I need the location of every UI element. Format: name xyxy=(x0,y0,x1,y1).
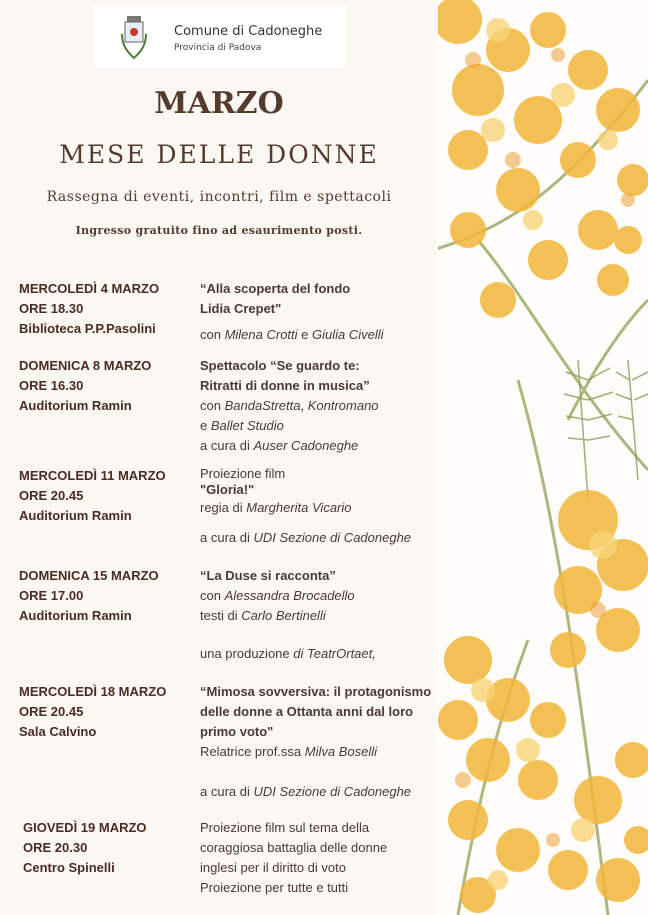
header-subtitle: MESE DELLE DONNE xyxy=(59,140,379,169)
event-venue: Sala Calvino xyxy=(19,724,97,739)
event-title-end: primo voto" xyxy=(200,724,274,739)
event-day: GIOVEDÌ 19 MARZO xyxy=(23,820,147,835)
event-venue: Auditorium Ramin xyxy=(19,508,132,523)
crest-icon xyxy=(120,14,148,60)
event-with: con BandaStretta, Kontromano xyxy=(200,398,379,413)
event-venue: Centro Spinelli xyxy=(23,860,115,875)
event-curator: a cura di UDI Sezione di Cadoneghe xyxy=(200,530,412,545)
event-day: DOMENICA 15 MARZO xyxy=(19,568,159,583)
event-time: ORE 18.30 xyxy=(19,301,84,316)
municipality-logo xyxy=(94,6,346,68)
event-time: ORE 20.30 xyxy=(23,840,88,855)
mimosa-art xyxy=(438,0,648,915)
event-speaker: Relatrice prof.ssa Milva Boselli xyxy=(200,744,378,759)
header-tagline: Rassegna di eventi, incontri, film e spettacoli xyxy=(46,189,392,205)
event-texts: testi di Carlo Bertinelli xyxy=(200,608,326,623)
event-venue: Auditorium Ramin xyxy=(19,398,132,413)
mimosa-illustration xyxy=(438,0,648,915)
header-month: MARZO xyxy=(154,86,284,121)
event-day: MERCOLEDÌ 18 MARZO xyxy=(19,684,167,699)
event-time: ORE 20.45 xyxy=(19,704,84,719)
logo-province: Provincia di Padova xyxy=(174,43,262,53)
event-day: MERCOLEDÌ 4 MARZO xyxy=(19,281,160,296)
event-curator: a cura di UDI Sezione di Cadoneghe xyxy=(200,784,412,799)
event-description: inglesi per il diritto di voto xyxy=(200,860,346,875)
event-audience: Proiezione per tutte e tutti xyxy=(200,880,349,895)
event-title: “La Duse si racconta” xyxy=(200,568,336,583)
event-title: “Mimosa sovversiva: il protagonismo xyxy=(200,684,432,699)
event-day: MERCOLEDÌ 11 MARZO xyxy=(19,468,166,483)
event-with-cont: e Ballet Studio xyxy=(200,418,284,433)
event-day: DOMENICA 8 MARZO xyxy=(19,358,152,373)
event-with: con Alessandra Brocadello xyxy=(200,588,355,603)
logo-municipality-name: Comune di Cadoneghe xyxy=(174,24,323,39)
event-title: “Alla scoperta del fondo xyxy=(200,281,351,296)
event-title: Spettacolo “Se guardo te: xyxy=(200,358,360,373)
event-title-cont: Ritratti di donne in musica” xyxy=(200,378,370,393)
event-venue: Biblioteca P.P.Pasolini xyxy=(19,321,156,336)
event-production: una produzione di TeatrOrtaet, xyxy=(200,646,376,661)
event-title-cont: Lidia Crepet" xyxy=(200,301,282,316)
event-time: ORE 17.00 xyxy=(19,588,84,603)
event-description: Proiezione film sul tema della xyxy=(200,820,370,835)
event-time: ORE 16.30 xyxy=(19,378,84,393)
event-title: "Gloria!" xyxy=(200,482,255,497)
event-description: coraggiosa battaglia delle donne xyxy=(200,840,388,855)
event-kind: Proiezione film xyxy=(200,466,286,481)
event-with: con Milena Crotti e Giulia Civelli xyxy=(200,327,384,342)
event-director: regia di Margherita Vicario xyxy=(200,500,352,515)
event-venue: Auditorium Ramin xyxy=(19,608,132,623)
header-entry-note: Ingresso gratuito fino ad esaurimento posti. xyxy=(75,224,363,237)
event-curator: a cura di Auser Cadoneghe xyxy=(200,438,359,453)
event-title-cont: delle donne a Ottanta anni dal loro xyxy=(200,704,414,719)
event-time: ORE 20.45 xyxy=(19,488,84,503)
